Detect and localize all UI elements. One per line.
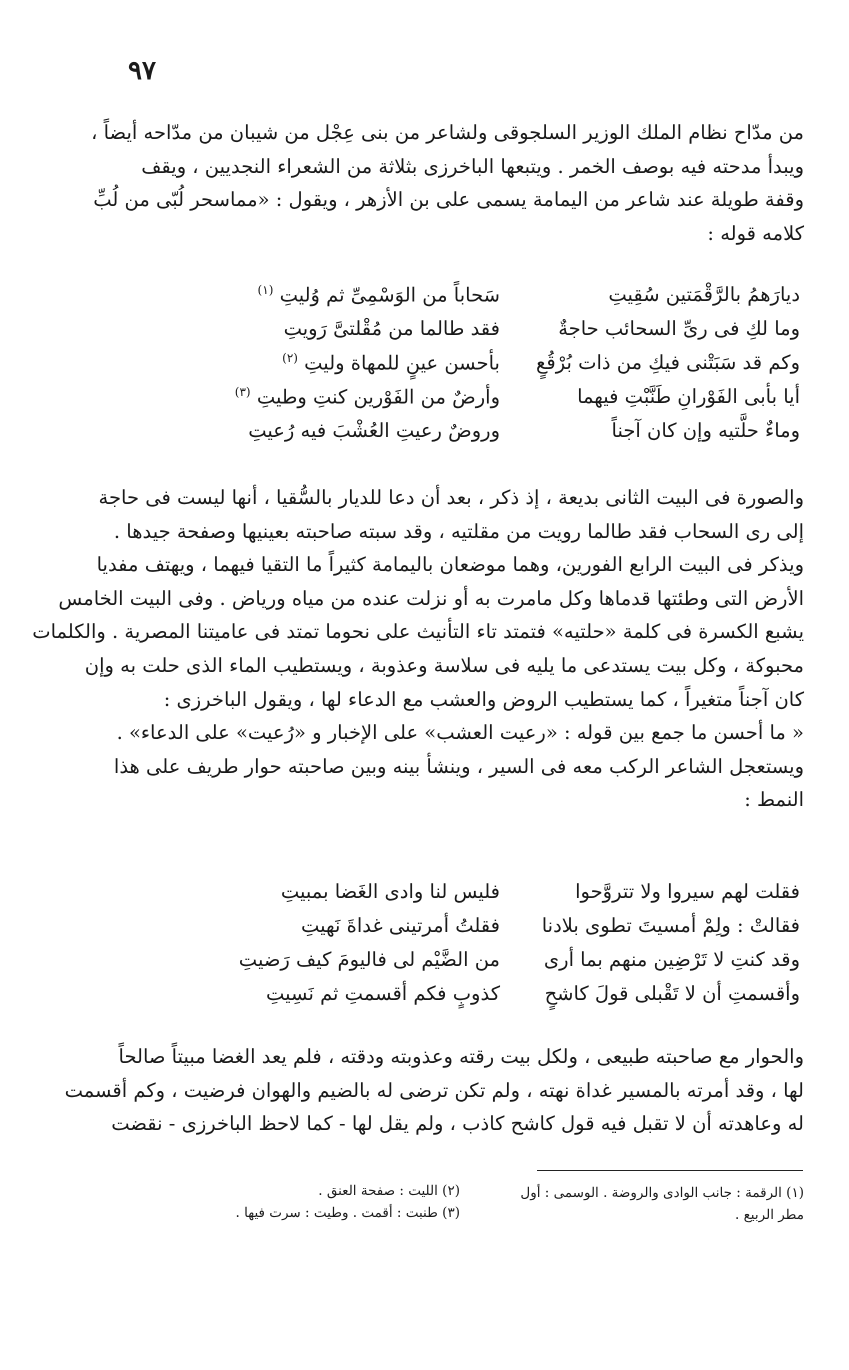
poem-first <box>180 283 800 453</box>
verse-first-hemistich: أيا بأبى الفَوْرانِ طَنَّبْتِ فيهما <box>577 385 800 408</box>
verse-second-hemistich: سَحاباً من الوَسْمِىِّ ثم وُليتِ <box>279 283 500 307</box>
footnote-text: (١) الرقمة : جانب الوادى والروضة . الوسمى : أول <box>520 1185 804 1201</box>
text-line: محبوكة ، وكل بيت يستدعى ما يليه فى سلاسة وعذوبة ، ويستطيب الماء الذى حلت به وإن <box>84 653 804 677</box>
verse-line <box>180 948 800 982</box>
verse-first-hemistich: وكم قد سَبَتْنى فيكِ من ذات بُرْقُعٍ <box>536 351 800 374</box>
text-line: النمط : <box>744 788 804 812</box>
text-line: لها ، وقد أمرته بالمسير غداة نهته ، ولم تكن ترضى له بالضيم والهوان فرضيت ، وكم أقسمت <box>64 1078 804 1102</box>
poem-second <box>180 880 800 1016</box>
verse-first-hemistich: ديارَهمُ بالرَّقْمَتين سُقِيتِ <box>608 283 800 306</box>
verse-first-hemistich: فقالتْ : ولِمْ أمسيتَ تطوى بلادنا <box>541 914 800 937</box>
text-line: ويبدأ مدحته فيه بوصف الخمر . ويتبعها الباخرزى بثلاثة من الشعراء النجديين ، ويقف <box>141 154 804 178</box>
footnote-marker: (١) <box>257 283 274 297</box>
paragraph-intro <box>91 116 804 250</box>
text-line: كان آجناً متغيراً ، كما يستطيب الروض والعشب مع الدعاء لها ، ويقول الباخرزى : <box>163 687 804 711</box>
footnote-divider <box>537 1170 803 1171</box>
footnote-2-3 <box>160 1180 460 1224</box>
text-line: والحوار مع صاحبته طبيعى ، ولكل بيت رقته وعذوبته ودقته ، فلم يعد الغضا مبيتاً صالحاً <box>118 1045 804 1068</box>
footnote-1 <box>484 1182 804 1226</box>
text-line: وقفة طويلة عند شاعر من اليمامة يسمى على بن الأزهر ، ويقول : «مماسحر لُبّى من لُبِّ <box>93 188 804 212</box>
footnote-marker: (٢) <box>282 351 298 365</box>
verse-line <box>180 385 800 419</box>
verse-line <box>180 351 800 385</box>
text-line: ويستعجل الشاعر الركب معه فى السير ، وينشأ بينه وبين صاحبته حوار طريف على هذا <box>113 754 804 778</box>
text-line: والصورة فى البيت الثانى بديعة ، إذ ذكر ، بعد أن دعا للديار بالسُّقيا ، أنها ليست فى حاجة <box>98 486 804 509</box>
verse-first-hemistich: وماءٌ حلَّتيه وإن كان آجناً <box>611 419 800 442</box>
verse-first-hemistich: وما لكِ فى رىِّ السحائب حاجةٌ <box>558 317 800 340</box>
page-number: ٩٧ <box>128 56 156 86</box>
footnote-marker: (٣) <box>234 385 251 399</box>
text-line: يشبع الكسرة فى كلمة «حلتيه» فتمتد تاء التأنيث على نحوما تمتد فى عاميتنا المصرية . والكلمات <box>32 620 804 644</box>
verse-line <box>180 317 800 351</box>
verse-line <box>180 982 800 1016</box>
footnote-3: (٣) طنبت : أقمت . وطيت : سرت فيها . <box>235 1205 460 1221</box>
verse-first-hemistich: فقلت لهم سيروا ولا تتروَّحوا <box>575 880 800 903</box>
paragraph-commentary <box>32 481 804 817</box>
verse-first-hemistich: وأقسمتِ أن لا تَقْبلى قولَ كاشحٍ <box>544 982 800 1005</box>
verse-second-hemistich: وأرضٌ من الفَوْرين كنتِ وطيتِ <box>256 385 500 409</box>
verse-second-hemistich-wrap <box>258 283 500 307</box>
verse-second-hemistich: فقد طالما من مُقْلتىَّ رَويتِ <box>283 317 500 340</box>
text-line: من مدّاح نظام الملك الوزير السلجوقى ولشاعر من بنى عِجْل من شيبان من مدّاحه أيضاً ، <box>91 121 804 144</box>
text-line: الأرض التى وطئتها قدماها وكل مامرت به أو نزلت عنده من مياه ورياض . وفى البيت الخامس <box>58 586 804 610</box>
verse-line <box>180 283 800 317</box>
verse-first-hemistich: وقد كنتِ لا تَرْضِين منهم بما أرى <box>543 948 800 971</box>
verse-line <box>180 419 800 453</box>
verse-second-hemistich: فقلتُ أمرتينى غداةَ نَهيتِ <box>301 914 500 937</box>
verse-second-hemistich: وروضٌ رعيتِ العُشْبَ فيه رُعيتِ <box>248 419 500 442</box>
verse-second-hemistich: فليس لنا وادى الغَضا بمبيتِ <box>280 880 500 903</box>
verse-line <box>180 880 800 914</box>
text-line: « ما أحسن ما جمع بين قوله : «رعيت العشب» على الإخبار و «رُعيت» على الدعاء» . <box>116 721 804 745</box>
text-line: إلى رى السحاب فقد طالما رويت من مقلتيه ، وقد سبته صاحبته بعينيها وصفحة جيدها . <box>113 519 804 543</box>
verse-line <box>180 914 800 948</box>
text-line: كلامه قوله : <box>707 221 804 245</box>
footnote-text: مطر الربيع . <box>735 1207 804 1223</box>
verse-second-hemistich-wrap <box>282 351 500 375</box>
paragraph-dialogue-commentary <box>64 1040 804 1141</box>
text-line: له وعاهدته أن لا تقبل فيه قول كاشح كاذب ، ولم يقل لها - كما لاحظ الباخرزى - نقضت <box>111 1112 804 1136</box>
verse-second-hemistich-wrap <box>235 385 500 409</box>
footnote-2: (٢) الليت : صفحة العنق . <box>318 1183 460 1199</box>
verse-second-hemistich: من الضَّيْم لى فاليومَ كيف رَضيتِ <box>238 948 500 971</box>
text-line: ويذكر فى البيت الرابع الفورين، وهما موضعان باليمامة كثيراً ما التقيا فيهما ، ويهتف مفديا <box>96 553 804 577</box>
verse-second-hemistich: بأحسن عينٍ للمهاة وليتِ <box>304 351 500 375</box>
verse-second-hemistich: كذوبٍ فكم أقسمتِ ثم نَسِيتِ <box>266 982 500 1005</box>
